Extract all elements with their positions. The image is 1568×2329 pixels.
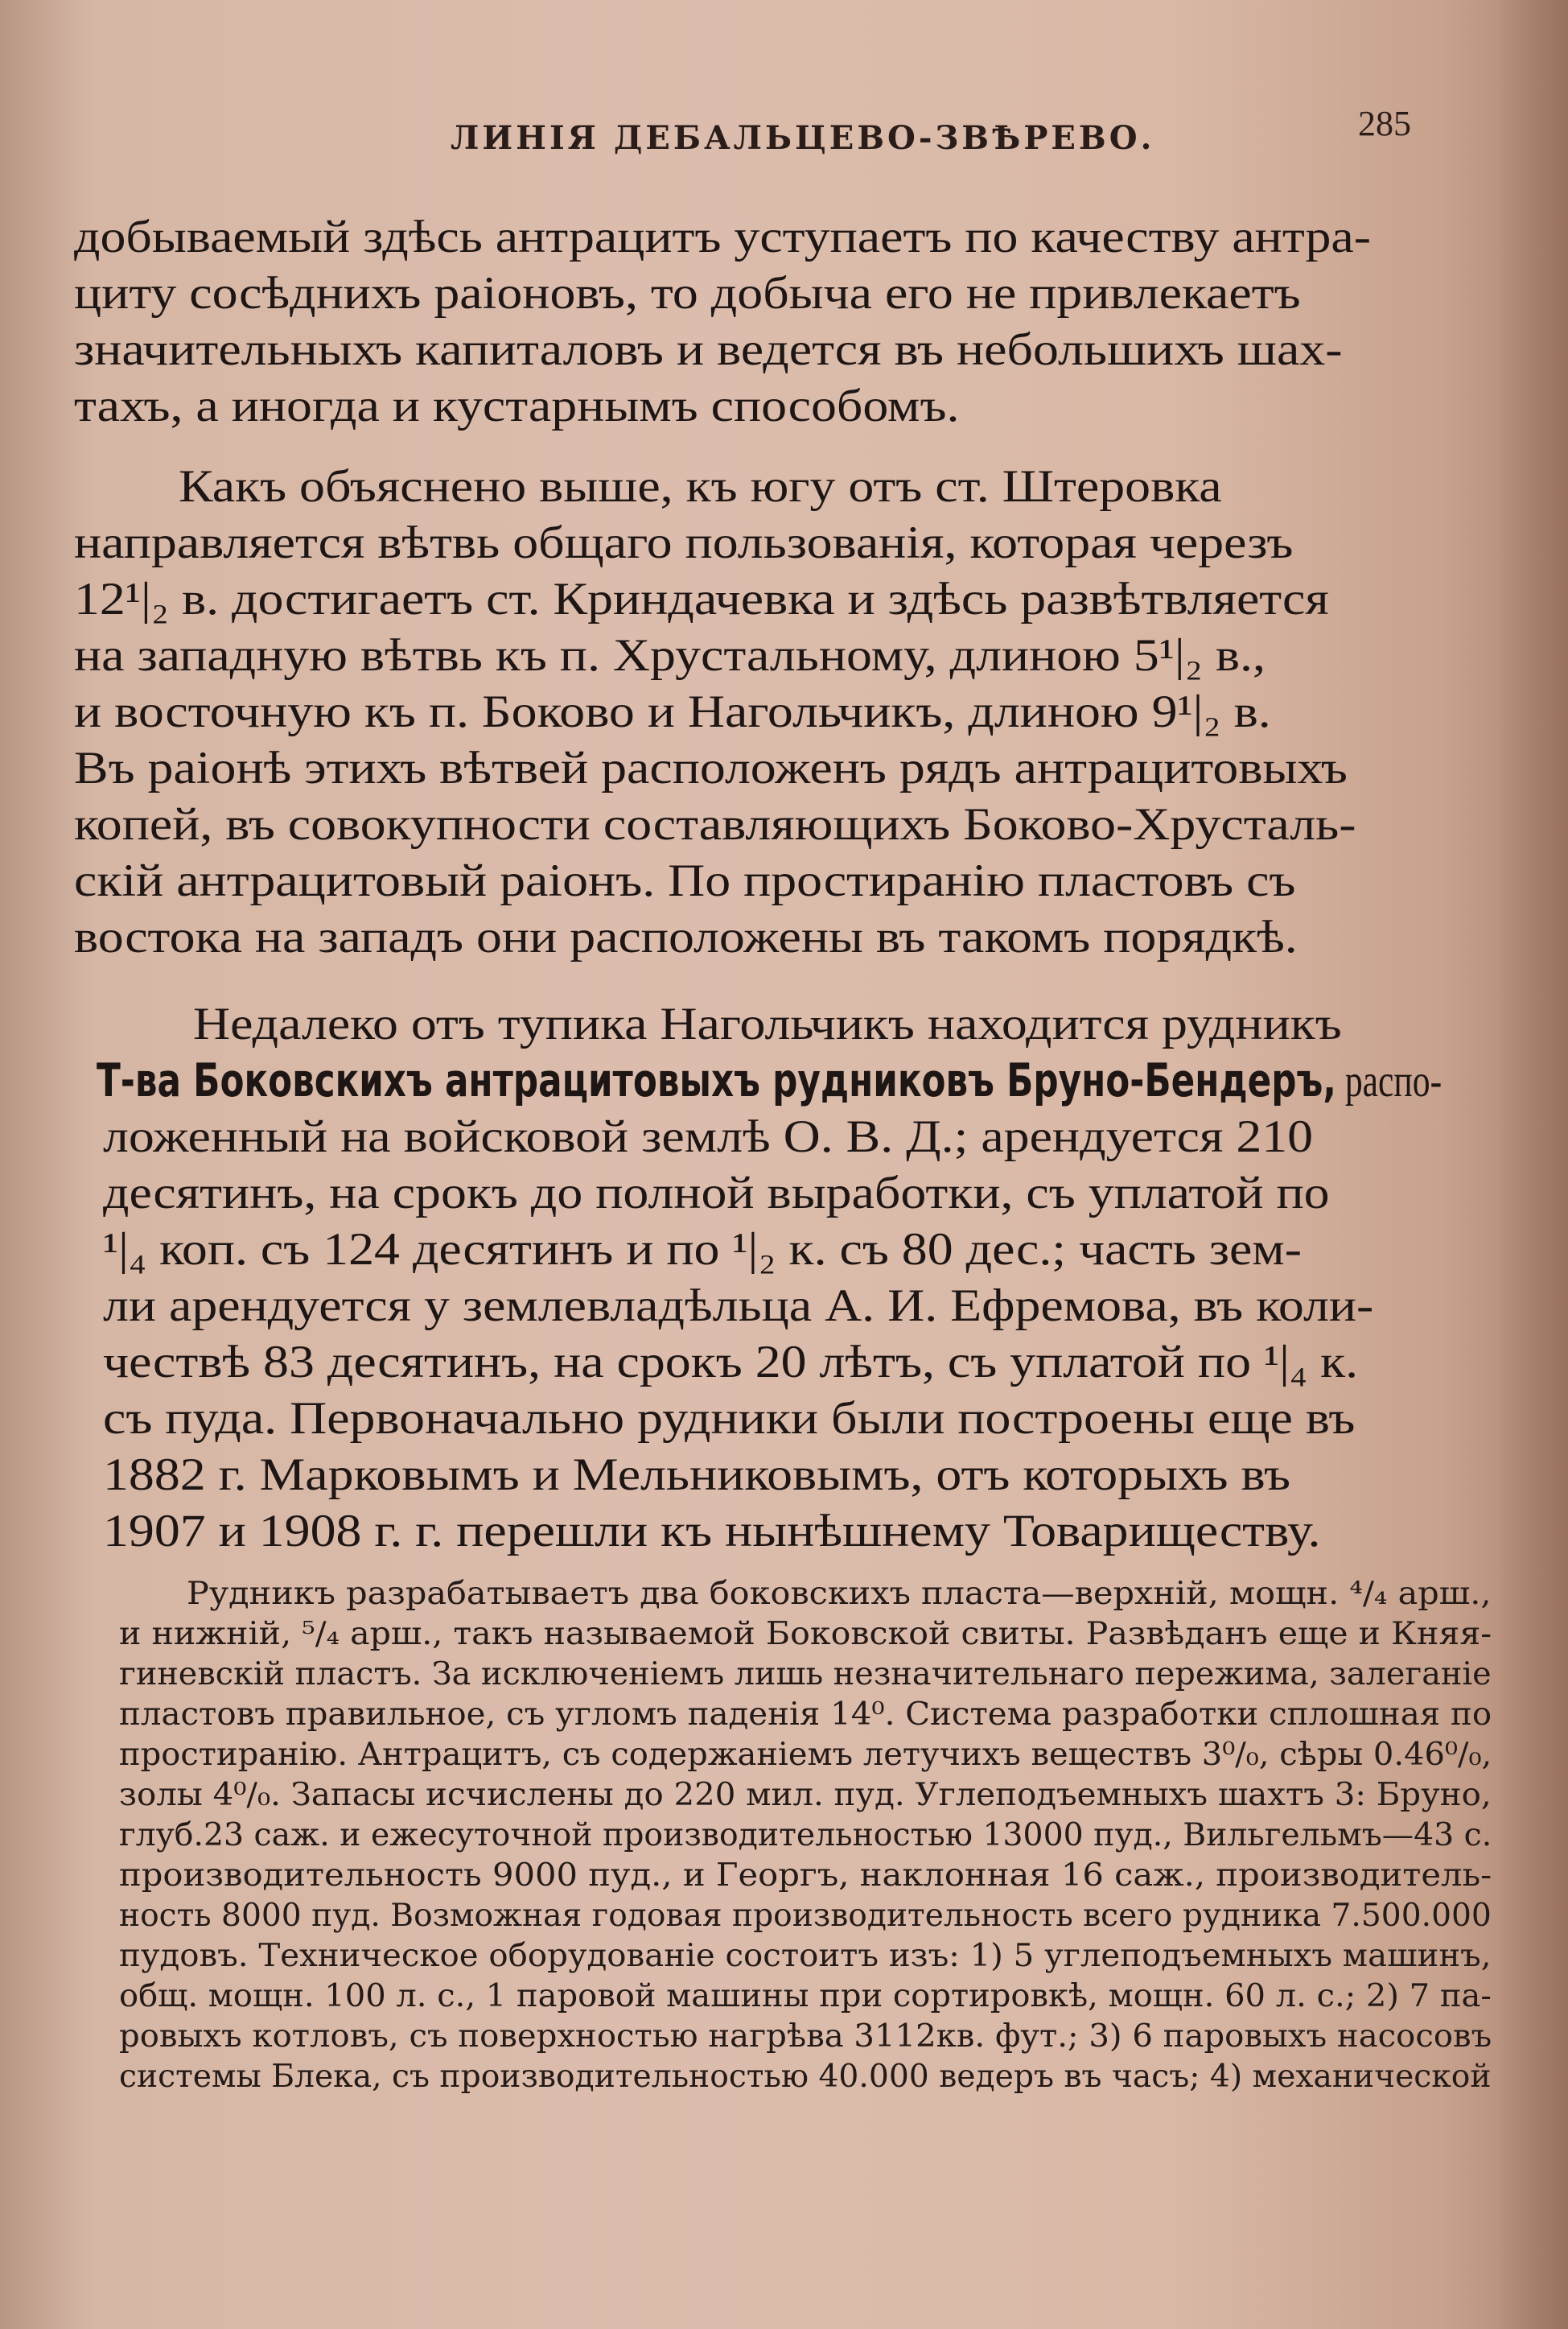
footnote-line: гиневскій пластъ. За исключеніемъ лишь незначительнаго пережима, залеганіе <box>119 1656 1492 1692</box>
text-line: тахъ, а иногда и кустарнымъ способомъ. <box>74 381 960 431</box>
text-line: на западную вѣтвь къ п. Хрустальному, длиною 5¹|₂ в., <box>74 630 1266 681</box>
running-title: ЛИНІЯ ДЕБАЛЬЦЕВО-ЗВѢРЕВО. <box>451 119 1155 157</box>
text-line: ложенный на войсковой землѣ О. В. Д.; арендуется 210 <box>103 1111 1314 1162</box>
text-line: 1907 и 1908 г. г. перешли къ нынѣшнему Товариществу. <box>103 1506 1321 1556</box>
page-number: 285 <box>1358 104 1411 143</box>
text-line: циту сосѣднихъ раіоновъ, то добыча его не привлекаетъ <box>74 268 1301 319</box>
footnote-line: Рудникъ разрабатываетъ два боковскихъ пласта—верхній, мощн. ⁴/₄ арш., <box>187 1576 1492 1612</box>
text-line: ли арендуется у землевладѣльца А. И. Ефремова, въ коли- <box>103 1280 1374 1331</box>
text-line: десятинъ, на срокъ до полной выработки, съ уплатой по <box>103 1168 1330 1218</box>
text-fragment: распо- <box>1335 1056 1442 1107</box>
footnote-line: общ. мощн. 100 л. с., 1 паровой машины при сортировкѣ, мощн. 60 л. с.; 2) 7 па- <box>119 1978 1492 2014</box>
text-line: востока на западъ они расположены въ такомъ порядкѣ. <box>74 912 1298 963</box>
footnote-line: глуб.23 саж. и ежесуточной производительностью 13000 пуд., Вильгельмъ—43 с. <box>119 1817 1492 1853</box>
text-line-with-company <box>97 1054 1442 1107</box>
footnote-line: пластовъ правильное, съ угломъ паденія 14⁰. Система разработки сплошная по <box>119 1696 1492 1733</box>
text-line: Какъ объяснено выше, къ югу отъ ст. Штеровка <box>179 461 1222 512</box>
text-line: Въ раіонѣ этихъ вѣтвей расположенъ рядъ антрацитовыхъ <box>74 743 1348 794</box>
company-name: Т-ва Боковскихъ антрацитовыхъ рудниковъ Бруно-Бендеръ, <box>97 1054 1336 1107</box>
footnote-line: золы 4⁰/₀. Запасы исчислены до 220 мил. пуд. Углеподъемныхъ шахтъ 3: Бруно, <box>119 1777 1492 1813</box>
text-line: 1882 г. Марковымъ и Мельниковымъ, отъ которыхъ въ <box>103 1449 1291 1500</box>
footnote-line: системы Блека, съ производительностью 40.000 ведеръ въ часъ; 4) механической <box>119 2059 1492 2095</box>
text-line: значительныхъ капиталовъ и ведется въ небольшихъ шах- <box>74 324 1343 375</box>
footnote-line: производительность 9000 пуд., и Георгъ, наклонная 16 саж., производитель- <box>119 1857 1492 1894</box>
text-line: ¹|₄ коп. съ 124 десятинъ и по ¹|₂ к. съ 80 дес.; часть зем- <box>103 1224 1302 1275</box>
text-line: добываемый здѣсь антрацитъ уступаетъ по качеству антра- <box>74 212 1372 262</box>
text-line: Недалеко отъ тупика Нагольчикъ находится рудникъ <box>193 999 1342 1049</box>
text-line: направляется вѣтвь общаго пользованія, которая черезъ <box>74 517 1294 568</box>
text-line: 12¹|₂ в. достигаетъ ст. Криндачевка и здѣсь развѣтвляется <box>74 574 1329 625</box>
footnote-line: и нижній, ⁵/₄ арш., такъ называемой Боковской свиты. Развѣданъ еще и Княя- <box>119 1616 1492 1652</box>
text-line: скій антрацитовый раіонъ. По простиранію пластовъ съ <box>74 855 1296 906</box>
text-line: чествѣ 83 десятинъ, на срокъ 20 лѣтъ, съ уплатой по ¹|₄ к. <box>103 1337 1359 1387</box>
footnote-line: ность 8000 пуд. Возможная годовая производительность всего рудника 7.500.000 <box>119 1898 1492 1934</box>
footnote-line: пудовъ. Техническое оборудованіе состоитъ изъ: 1) 5 углеподъемныхъ машинъ, <box>119 1938 1492 1974</box>
text-line: копей, въ совокупности составляющихъ Боково-Хрусталь- <box>74 799 1356 850</box>
text-line: съ пуда. Первоначально рудники были построены еще въ <box>103 1393 1356 1444</box>
footnote-line: ровыхъ котловъ, съ поверхностью нагрѣва 3112кв. фут.; 3) 6 паровыхъ насосовъ <box>119 2018 1492 2055</box>
text-line: и восточную къ п. Боково и Нагольчикъ, длиною 9¹|₂ в. <box>74 686 1271 737</box>
footnote-line: простиранію. Антрацитъ, съ содержаніемъ летучихъ веществъ 3⁰/₀, сѣры 0.46⁰/₀, <box>119 1737 1492 1773</box>
